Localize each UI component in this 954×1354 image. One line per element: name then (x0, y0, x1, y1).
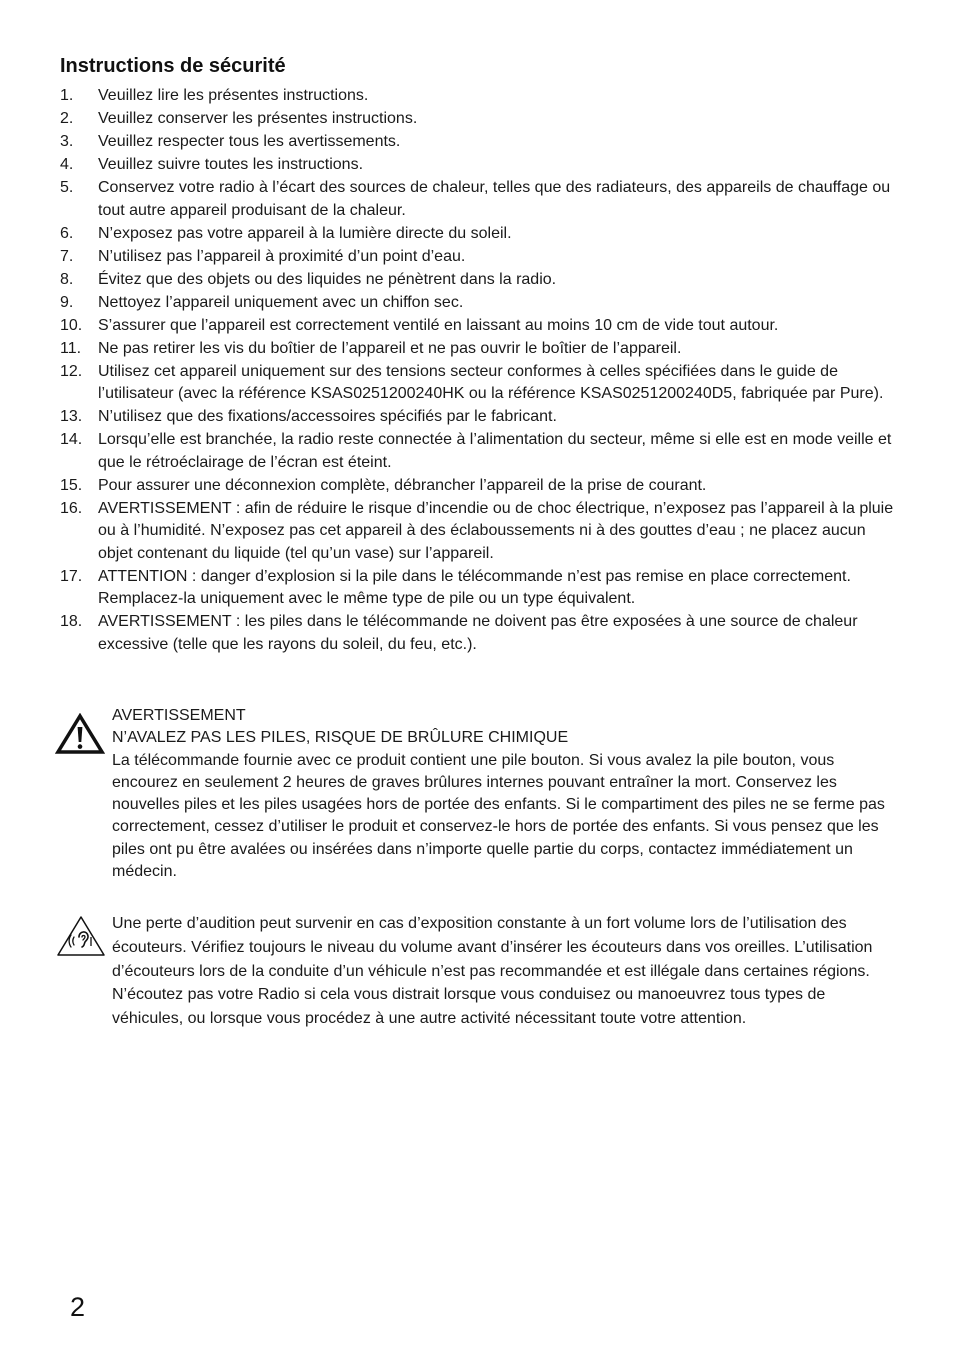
list-item-number: 15. (60, 476, 83, 494)
list-item-number: 12. (60, 362, 83, 380)
list-item-text: Ne pas retirer les vis du boîtier de l’appareil et ne pas ouvrir le boîtier de l’appareil. (98, 339, 682, 357)
list-item-number: 10. (60, 316, 83, 334)
list-item-text: Nettoyez l’appareil uniquement avec un chiffon sec. (98, 293, 464, 311)
list-item-text: AVERTISSEMENT : afin de réduire le risque d’incendie ou de choc électrique, n’exposez pas l’appareil à la pluie ou à l’humidité. N’exposez pas cet appareil à des éclaboussements ni à des gouttes d’eau ; ne placez aucun objet contenant du liquide (tel qu’un vase) sur l’appareil. (98, 499, 894, 562)
list-item-text: Veuillez lire les présentes instructions. (98, 87, 369, 104)
list-item (60, 85, 900, 108)
list-item (60, 361, 900, 406)
list-item-number: 16. (60, 499, 83, 517)
list-item (60, 406, 900, 429)
hearing-warning-text: Une perte d’audition peut survenir en cas d’exposition constante à un fort volume lors de l’utilisation des écouteurs. Vérifiez toujours le niveau du volume avant d’insérer les écouteurs dans vos oreilles. L’utilisation d’écouteurs lors de la conduite d’un véhicule n’est pas recommandée et est illégale dans certaines régions. N’écoutez pas votre Radio si cela vous distrait lorsque vous conduisez ou manoeuvrez tous types de véhicules, ou lorsque vous procédez à une autre activité nécessitant toute votre attention. (112, 915, 873, 1028)
list-item (60, 108, 900, 131)
list-item (60, 177, 900, 222)
list-item-text: Lorsqu’elle est branchée, la radio reste connectée à l’alimentation du secteur, même si elle est en mode veille et que le rétroéclairage de l’écran est éteint. (98, 431, 892, 471)
battery-warning-subheading: N’AVALEZ PAS LES PILES, RISQUE DE BRÛLURE CHIMIQUE (112, 729, 569, 747)
list-item (60, 429, 900, 474)
list-item-text: AVERTISSEMENT : les piles dans le télécommande ne doivent pas être exposées à une source de chaleur excessive (telle que les rayons du soleil, du feu, etc.). (98, 613, 858, 653)
safety-instructions-list (60, 85, 900, 657)
list-item-number: 7. (60, 247, 74, 265)
list-item (60, 131, 900, 154)
list-item (60, 338, 900, 361)
hearing-warning (55, 912, 900, 1031)
list-item-text: Veuillez suivre toutes les instructions. (98, 156, 364, 173)
list-item (60, 154, 900, 177)
battery-warning-text: La télécommande fournie avec ce produit contient une pile bouton. Si vous avalez la pile bouton, vous encourez en seulement 2 heures de graves brûlures internes pouvant entraîner la mort. Conservez les nouvelles piles et les piles usagées hors de portée des enfants. Si le compartiment des piles ne se ferme pas correctement, cessez d’utiliser le produit et conservez-le hors de portée des enfants. Si vous pensez que les piles ont pu être avalées ou insérées dans n’importe quelle partie du corps, contactez immédiatement un médecin. (112, 751, 885, 881)
list-item-number: 2. (60, 110, 74, 127)
list-item-number: 1. (60, 87, 74, 104)
list-item-number: 11. (60, 339, 82, 357)
list-item (60, 611, 900, 656)
list-item-text: Veuillez conserver les présentes instructions. (98, 110, 418, 127)
list-item-text: ATTENTION : danger d’explosion si la pile dans le télécommande n’est pas remise en place correctement. Remplacez-la uniquement avec le même type de pile ou un type équivalent. (98, 567, 851, 607)
list-item (60, 566, 900, 611)
battery-warning-heading: AVERTISSEMENT (112, 707, 246, 724)
list-item (60, 246, 900, 269)
list-item (60, 292, 900, 315)
list-item (60, 475, 900, 498)
list-item-text: S’assurer que l’appareil est correctement ventilé en laissant au moins 10 cm de vide tout autour. (98, 316, 779, 334)
list-item (60, 269, 900, 292)
battery-warning (55, 705, 900, 883)
hearing-damage-icon (55, 912, 112, 1031)
list-item-text: Conservez votre radio à l’écart des sources de chaleur, telles que des radiateurs, des appareils de chauffage ou tout autre appareil produisant de la chaleur. (98, 179, 891, 219)
list-item-number: 14. (60, 431, 83, 448)
list-item-text: Veuillez respecter tous les avertissements. (98, 133, 401, 150)
list-item-number: 18. (60, 613, 83, 630)
list-item-number: 17. (60, 567, 83, 585)
list-item-number: 6. (60, 224, 74, 242)
list-item-text: Pour assurer une déconnexion complète, débrancher l’appareil de la prise de courant. (98, 476, 707, 494)
list-item-number: 13. (60, 408, 83, 425)
list-item-text: Utilisez cet appareil uniquement sur des tensions secteur conformes à celles spécifiées dans le guide de l’utilisateur (avec la référence KSAS0251200240HK ou la référence KSAS0251200240D5, fabriquée par Pure). (98, 362, 884, 402)
list-item (60, 498, 900, 566)
list-item-text: N’utilisez que des fixations/accessoires spécifiés par le fabricant. (98, 408, 557, 425)
page-number: 2 (70, 1292, 86, 1322)
list-item-number: 3. (60, 133, 74, 150)
warning-triangle-icon (55, 705, 112, 883)
list-item-text: N’utilisez pas l’appareil à proximité d’un point d’eau. (98, 247, 466, 265)
page-title: Instructions de sécurité (60, 55, 286, 77)
list-item-number: 9. (60, 293, 74, 311)
list-item-number: 8. (60, 270, 74, 288)
list-item-text: Évitez que des objets ou des liquides ne pénètrent dans la radio. (98, 270, 557, 288)
list-item-number: 5. (60, 179, 74, 196)
list-item-number: 4. (60, 156, 74, 173)
list-item (60, 223, 900, 246)
list-item-text: N’exposez pas votre appareil à la lumière directe du soleil. (98, 224, 512, 242)
list-item (60, 315, 900, 338)
